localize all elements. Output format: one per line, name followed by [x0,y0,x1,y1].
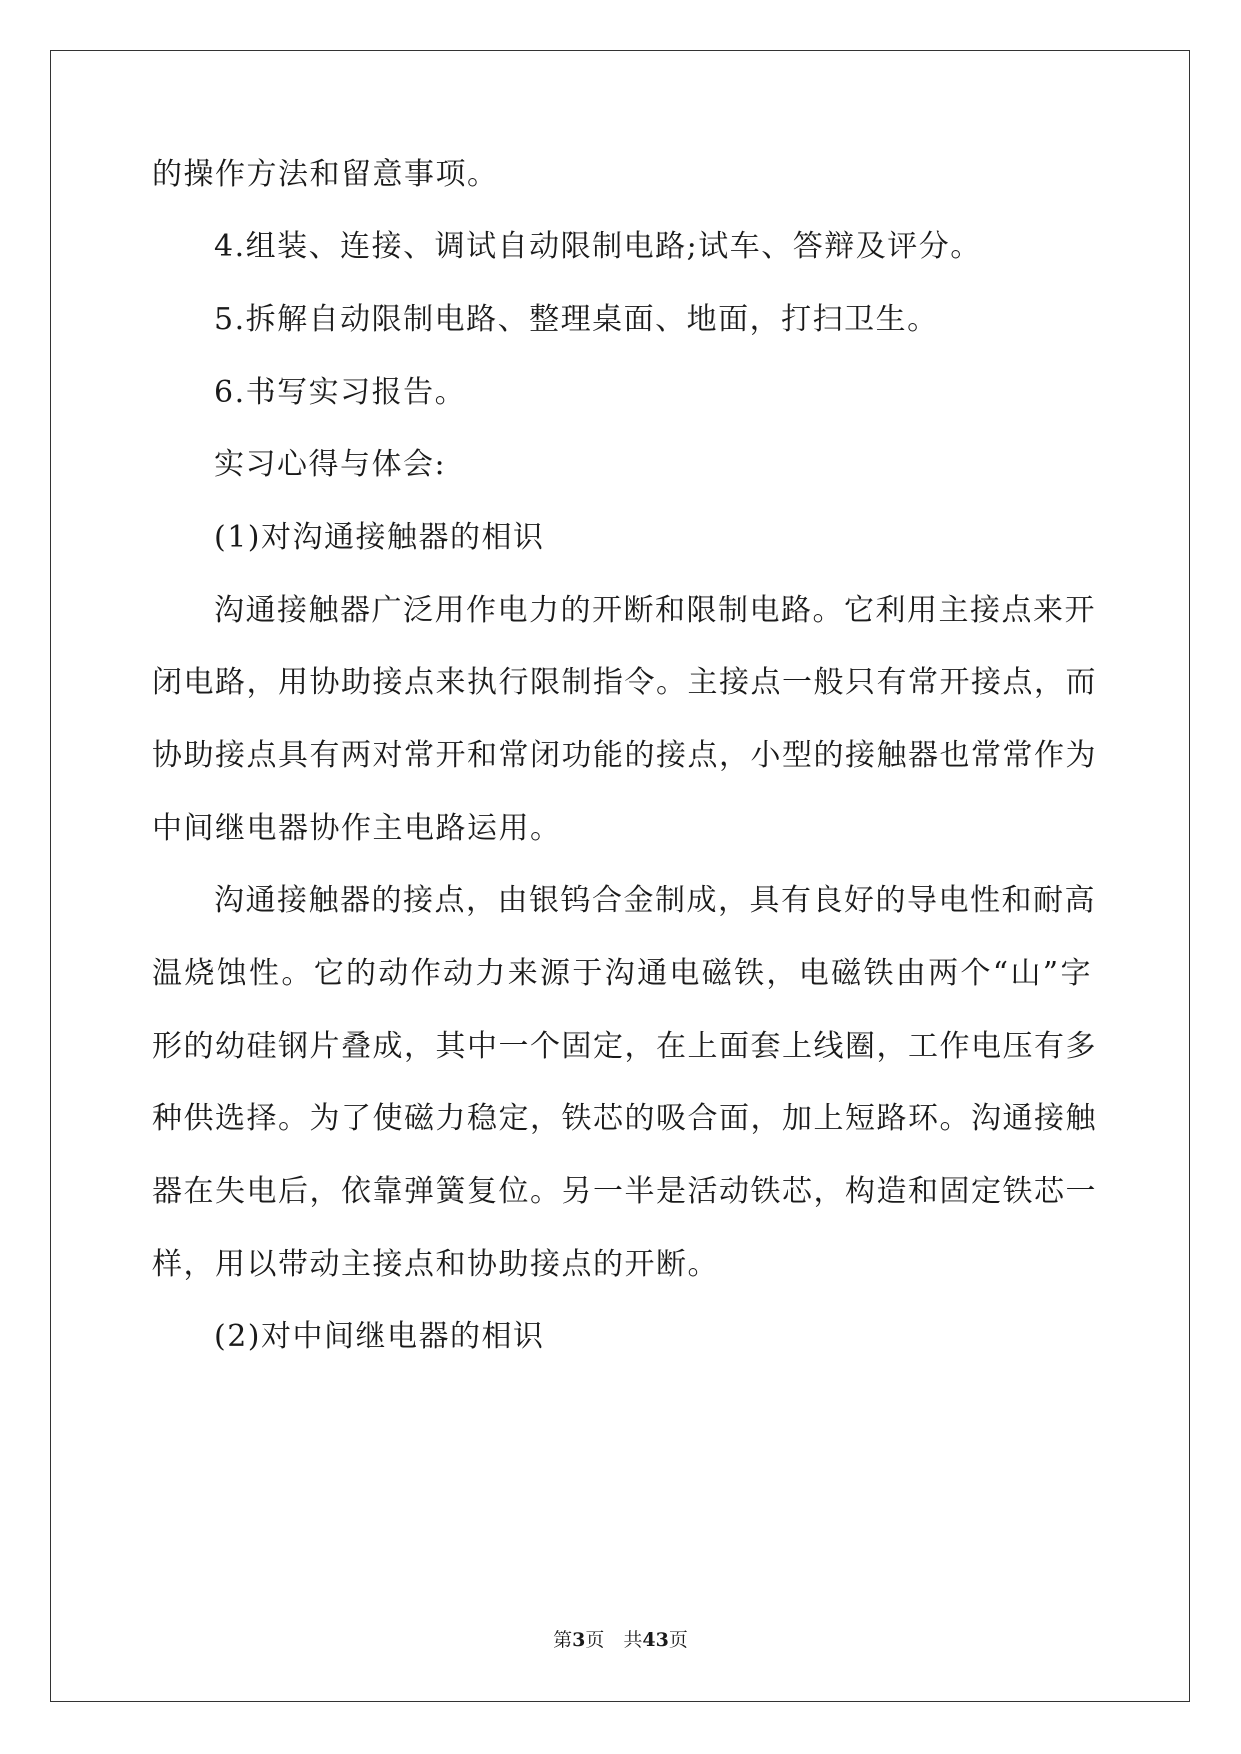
paragraph-line: 沟通接触器广泛用作电力的开断和限制电路。它利用主接点来开 [214,593,1096,628]
paragraph-line: 器在失电后，依靠弹簧复位。另一半是活动铁芯，构造和固定铁芯一 [152,1174,1097,1209]
page-footer [0,1628,1241,1652]
footer-prefix: 第 [553,1629,573,1651]
list-item-4: 4.组装、连接、调试自动限制电路;试车、答辩及评分。 [214,229,982,264]
paragraph-line: 中间继电器协作主电路运用。 [152,811,562,846]
paragraph-line: 温烧蚀性。它的动作动力来源于沟通电磁铁，电磁铁由两个“山”字 [152,956,1092,991]
page-number: 3 [572,1629,586,1651]
paragraph-line: 样，用以带动主接点和协助接点的开断。 [152,1247,719,1282]
list-item-6: 6.书写实习报告。 [214,375,467,410]
subsection-heading-1: (1)对沟通接触器的相识 [214,520,545,555]
subsection-heading-2: (2)对中间继电器的相识 [214,1319,545,1354]
footer-middle: 页 共 [585,1629,643,1651]
section-heading: 实习心得与体会: [214,447,447,482]
paragraph-line: 种供选择。为了使磁力稳定，铁芯的吸合面，加上短路环。沟通接触 [152,1101,1097,1136]
paragraph-line: 协助接点具有两对常开和常闭功能的接点，小型的接触器也常常作为 [152,738,1097,773]
paragraph-line: 沟通接触器的接点，由银钨合金制成，具有良好的导电性和耐高 [214,883,1096,918]
paragraph-line: 闭电路，用协助接点来执行限制指令。主接点一般只有常开接点，而 [152,665,1097,700]
list-item-5: 5.拆解自动限制电路、整理桌面、地面，打扫卫生。 [214,302,939,337]
footer-suffix: 页 [668,1629,688,1651]
text-line: 的操作方法和留意事项。 [152,157,499,192]
paragraph-line: 形的幼硅钢片叠成，其中一个固定，在上面套上线圈，工作电压有多 [152,1029,1097,1064]
page-border [50,50,1190,1702]
total-pages: 43 [642,1629,669,1651]
